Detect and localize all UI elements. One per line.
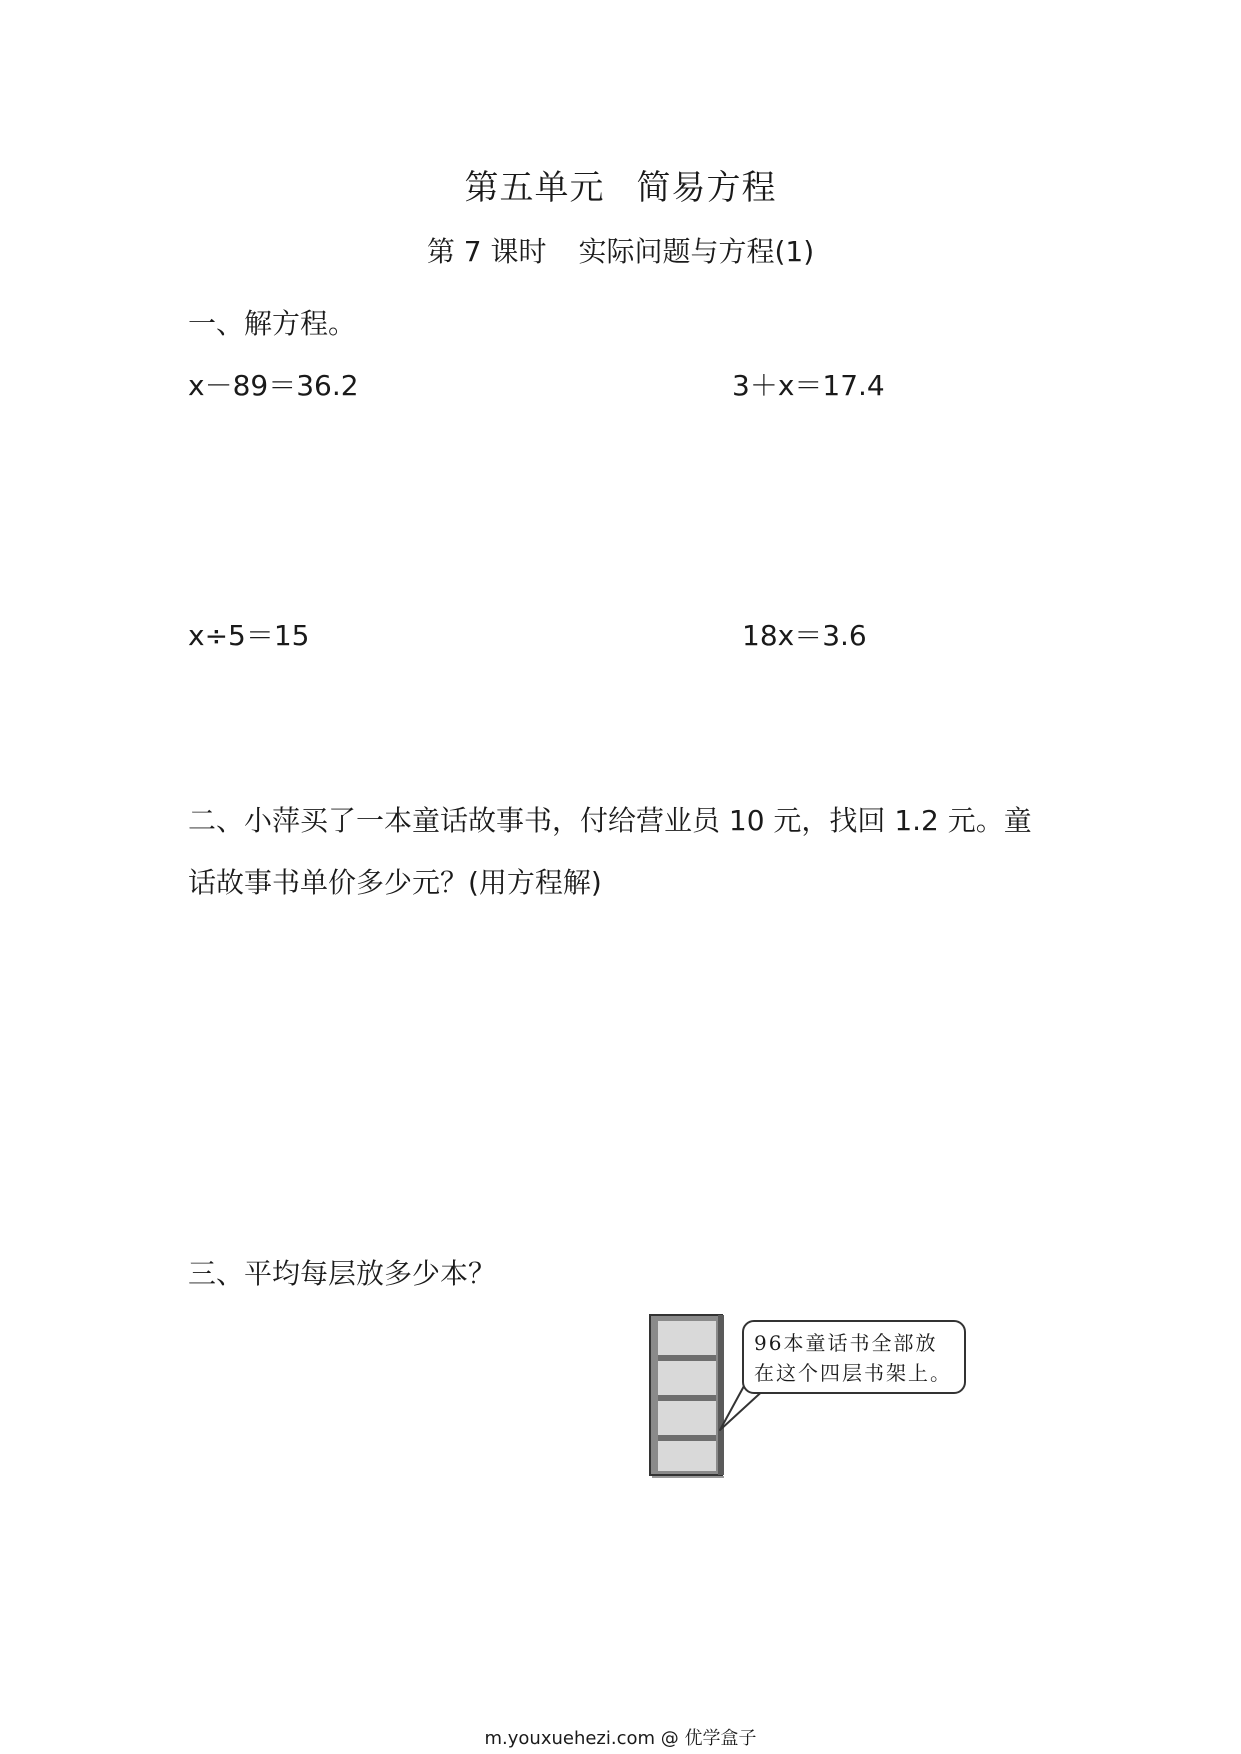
speech-bubble [742,1320,966,1394]
section2-problem [188,790,1068,914]
section1-heading: 一、解方程。 [188,307,357,340]
equation-3: x÷5＝15 [188,619,310,652]
section2-line2: 话故事书单价多少元？(用方程解) [188,866,602,899]
unit-title-part-a: 第五单元 [464,168,605,208]
lesson-subtitle [0,230,1241,270]
equation-2: 3＋x＝17.4 [732,369,885,402]
section2-line1: 二、小萍买了一本童话故事书，付给营业员 10 元，找回 1.2 元。童 [188,804,1032,837]
footer-watermark: m.youxuehezi.com @ 优学盒子 [484,1728,757,1749]
bookshelf-image [648,1313,728,1483]
equation-1: x－89＝36.2 [188,369,359,402]
unit-title-part-b: 简易方程 [636,168,777,208]
lesson-topic: 实际问题与方程(1) [578,235,815,268]
bubble-line1: 96本童话书全部放 [754,1331,938,1355]
page-title [0,160,1241,209]
section3-heading: 三、平均每层放多少本？ [188,1257,497,1290]
lesson-number: 第 7 课时 [426,235,547,268]
bubble-line2: 在这个四层书架上。 [754,1361,952,1385]
equation-4: 18x＝3.6 [742,619,867,652]
